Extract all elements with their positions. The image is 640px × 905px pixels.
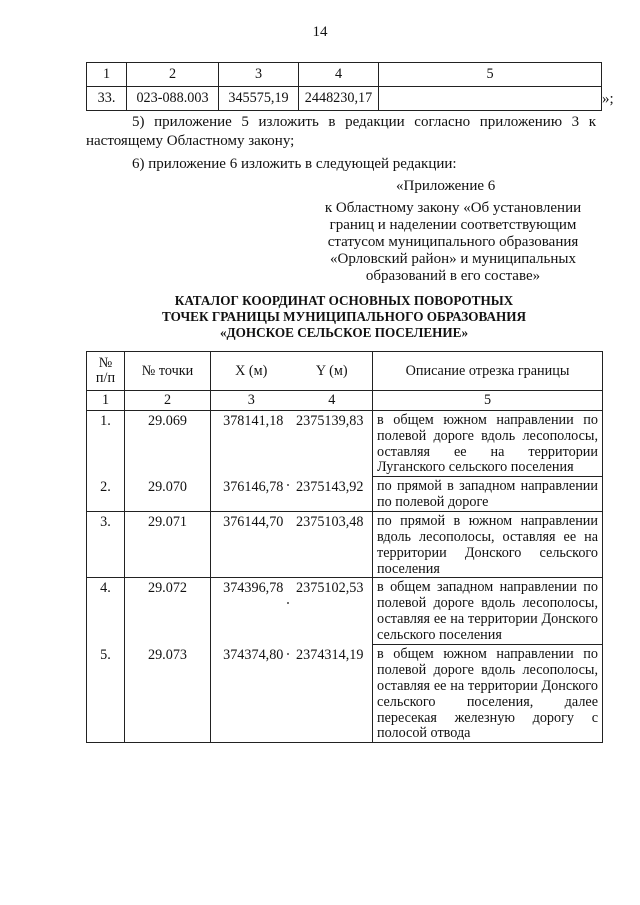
catalog-title-line: КАТАЛОГ КООРДИНАТ ОСНОВНЫХ ПОВОРОТНЫХ xyxy=(174,293,514,308)
coordinates-table xyxy=(86,351,603,743)
cell-num: 4. xyxy=(87,578,125,645)
cell-point: 29.071 xyxy=(125,512,211,578)
scan-dot xyxy=(287,602,289,604)
table-row xyxy=(87,63,602,87)
cell-desc: в общем южном направлении по полевой дороге вдоль лесополосы, оставляя ее на территории Луганского сельского поселения xyxy=(373,411,603,477)
cell-y: 2374314,19 xyxy=(292,645,373,743)
paragraph-5-line-1: 5) приложение 5 изложить в редакции согласно приложению 3 к xyxy=(132,114,596,130)
table-header-row xyxy=(87,352,603,391)
appendix-line: к Областному закону «Об установлении xyxy=(324,200,582,216)
table-cell: 023-088.003 xyxy=(127,87,219,111)
header-desc: Описание отрезка границы xyxy=(373,352,603,391)
cell-y: 2375139,83 xyxy=(292,411,373,477)
table-row xyxy=(87,87,602,111)
catalog-title xyxy=(86,293,602,341)
cell-x: 376144,70 xyxy=(211,512,292,578)
cell-num: 2. xyxy=(87,477,125,512)
appendix-line: статусом муниципального образования xyxy=(327,234,579,250)
cell-point: 29.073 xyxy=(125,645,211,743)
table-cell: 2 xyxy=(127,63,219,87)
cell-desc: по прямой в южном направлении вдоль лесополосы, оставляя ее на территории Донского сельского поселения xyxy=(373,512,603,578)
cell-point: 29.072 xyxy=(125,578,211,645)
column-number-row xyxy=(87,391,603,411)
cell-x: 374374,80 xyxy=(211,645,292,743)
appendix-line: границ и наделении соответствующим xyxy=(329,217,577,233)
table-cell xyxy=(379,87,602,111)
cell-y: 2375102,53 xyxy=(292,578,373,645)
cell-x: 378141,18 xyxy=(211,411,292,477)
cell-point: 29.070 xyxy=(125,477,211,512)
previous-table-fragment xyxy=(86,62,602,111)
cell-point: 29.069 xyxy=(125,411,211,477)
column-number: 4 xyxy=(292,391,373,411)
closing-quote: »; xyxy=(602,91,614,107)
scan-dot xyxy=(287,653,289,655)
header-point: № точки xyxy=(125,352,211,391)
header-y: Y (м) xyxy=(292,352,373,391)
cell-x: 376146,78 xyxy=(211,477,292,512)
table-row xyxy=(87,578,603,645)
catalog-title-line: «ДОНСКОЕ СЕЛЬСКОЕ ПОСЕЛЕНИЕ» xyxy=(219,325,469,340)
cell-num: 5. xyxy=(87,645,125,743)
appendix-title: «Приложение 6 xyxy=(396,178,496,194)
table-row xyxy=(87,411,603,477)
paragraph-5-line-2: настоящему Областному закону; xyxy=(86,133,295,149)
cell-desc: по прямой в западном направлении по полевой дороге xyxy=(373,477,603,512)
table-cell: 1 xyxy=(87,63,127,87)
appendix-line: образований в его составе» xyxy=(365,268,541,284)
table-row xyxy=(87,645,603,743)
column-number: 3 xyxy=(211,391,292,411)
cell-num: 3. xyxy=(87,512,125,578)
cell-desc: в общем западном направлении по полевой дороге вдоль лесополосы, оставляя ее на территории Донского сельского поселения xyxy=(373,578,603,645)
cell-y: 2375143,92 xyxy=(292,477,373,512)
cell-num: 1. xyxy=(87,411,125,477)
table-cell: 4 xyxy=(299,63,379,87)
table-cell: 2448230,17 xyxy=(299,87,379,111)
catalog-title-line: ТОЧЕК ГРАНИЦЫ МУНИЦИПАЛЬНОГО ОБРАЗОВАНИЯ xyxy=(161,309,527,324)
column-number: 1 xyxy=(87,391,125,411)
cell-y: 2375103,48 xyxy=(292,512,373,578)
appendix-description xyxy=(306,200,600,285)
table-cell: 345575,19 xyxy=(219,87,299,111)
cell-desc: в общем южном направлении по полевой дороге вдоль лесополосы, оставляя ее на территории Донского сельского поселения, далее пересекая железную дорогу с полосой отвода xyxy=(373,645,603,743)
column-number: 5 xyxy=(373,391,603,411)
table-cell: 5 xyxy=(379,63,602,87)
appendix-line: «Орловский район» и муниципальных xyxy=(330,251,576,267)
header-num-line: п/п xyxy=(95,370,116,386)
table-row xyxy=(87,512,603,578)
page-number: 14 xyxy=(312,24,328,40)
paragraph-6: 6) приложение 6 изложить в следующей редакции: xyxy=(132,156,457,172)
table-cell: 33. xyxy=(87,87,127,111)
header-num-line: № xyxy=(98,355,113,371)
header-x: X (м) xyxy=(211,352,292,391)
table-row xyxy=(87,477,603,512)
scan-dot xyxy=(287,484,289,486)
header-num xyxy=(87,352,125,391)
cell-x: 374396,78 xyxy=(211,578,292,645)
table-cell: 3 xyxy=(219,63,299,87)
column-number: 2 xyxy=(125,391,211,411)
